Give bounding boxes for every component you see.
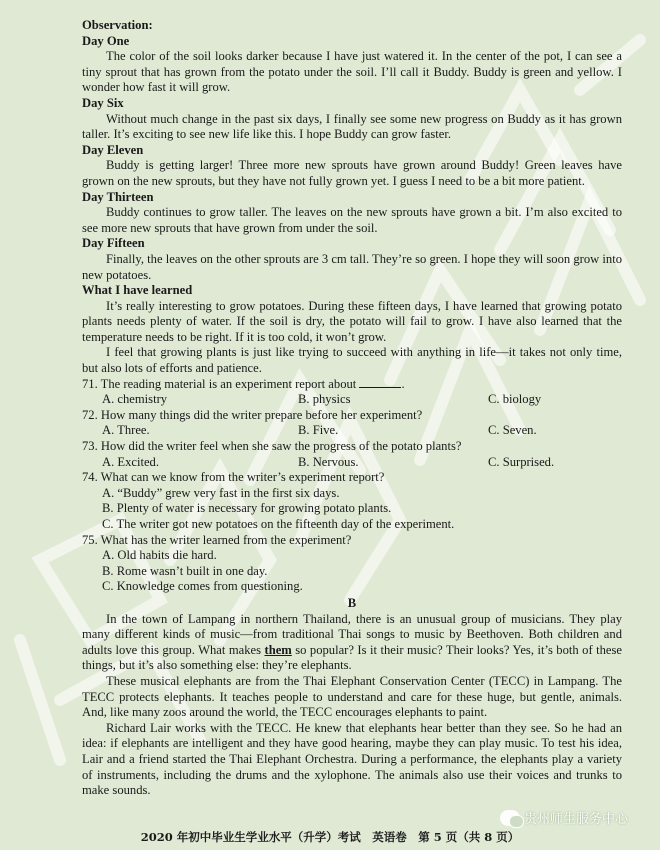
option-c: C. Knowledge comes from questioning. xyxy=(102,579,303,594)
question-73-options xyxy=(82,455,622,471)
observation-heading: Observation: xyxy=(82,18,153,32)
day-one-title: Day One xyxy=(82,33,130,48)
option-c: C. The writer got new potatoes on the fifteenth day of the experiment. xyxy=(102,517,455,531)
option-a: A. “Buddy” grew very fast in the first six days. xyxy=(102,485,340,500)
document-body xyxy=(82,18,622,799)
day-one-text: The color of the soil looks darker because I have just watered it. In the center of the pot, I can see a tiny sprout that has grown from the potato under the soil. I’ll call it Buddy. Buddy is green and yellow. I wonder how fast it will grow. xyxy=(82,49,622,95)
question-71-stem: 71. The reading material is an experiment report about xyxy=(82,376,357,391)
option-a: A. chemistry xyxy=(102,392,168,407)
learned-paragraph-2: I feel that growing plants is just like trying to succeed with anything in life—it takes not only time, but also lots of efforts and patience. xyxy=(82,345,622,376)
day-thirteen-title: Day Thirteen xyxy=(82,189,154,204)
question-73-stem: 73. How did the writer feel when she saw the progress of the potato plants? xyxy=(82,439,462,454)
option-c: C. Surprised. xyxy=(488,454,555,469)
underlined-word: them xyxy=(264,642,292,657)
question-75-stem: 75. What has the writer learned from the experiment? xyxy=(82,532,352,547)
wechat-icon xyxy=(500,810,520,826)
question-71-options xyxy=(82,392,622,408)
section-b-paragraph-3: Richard Lair works with the TECC. He knew that elephants hear better than they see. So he had an idea: if elephants are intelligent and they have good hearing, maybe they can play music. To test his idea, Lair and a friend started the Thai Elephant Orchestra. During a performance, the elephants play a variety of instruments, including the drums and the xylophone. The animals also use their voices and trunks to make sounds. xyxy=(82,720,622,798)
page-footer: 2020 年初中毕业生学业水平（升学）考试 英语卷 第 5 页（共 8 页） xyxy=(140,830,520,844)
learned-paragraph-1: It’s really interesting to grow potatoes. During these fifteen days, I have learned that growing potato plants needs plenty of water. If the soil is dry, the potato will fail to grow. I have also learned that the temperature needs to be right. If it is too cold, it won’t grow. xyxy=(82,298,622,344)
question-71 xyxy=(82,377,622,393)
day-eleven-text: Buddy is getting larger! Three more new sprouts have grown around Buddy! Green leaves have grown on the new sprouts, but they have not fully grown yet. I guess I need to be a bit more patient. xyxy=(82,158,622,188)
section-b-label: B xyxy=(347,595,357,610)
day-thirteen-text: Buddy continues to grow taller. The leaves on the new sprouts have grown a bit. I’m also excited to see more new sprouts that have grown from under the soil. xyxy=(82,205,622,235)
section-b-paragraph-2: These musical elephants are from the Thai Elephant Conservation Center (TECC) in Lampang. The TECC protects elephants. It teaches people to understand and care for these huge, but gentle, animals. And, like many zoos around the world, the TECC encourages elephants to paint. xyxy=(82,673,622,720)
question-72-stem: 72. How many things did the writer prepare before her experiment? xyxy=(82,407,423,422)
option-b: B. physics xyxy=(298,392,351,407)
option-c: C. Seven. xyxy=(488,423,537,438)
paragraph-text: In the town of Lampang in northern Thailand, there is an unusual group of musicians. They play many different kinds of music—from traditional Thai songs to music by Beethoven. Both children and adults love this group. What makes xyxy=(82,611,622,657)
day-six-text: Without much change in the past six days, I finally see some new progress on Buddy as it has grown taller. It’s exciting to see new life like this. I hope Buddy can grow faster. xyxy=(82,111,622,142)
option-b: B. Plenty of water is necessary for growing potato plants. xyxy=(102,501,392,516)
question-72-options xyxy=(82,423,622,439)
section-b-paragraph-1 xyxy=(82,612,622,674)
watermark-account xyxy=(500,808,628,827)
option-a: A. Three. xyxy=(102,423,150,438)
day-eleven-title: Day Eleven xyxy=(82,142,144,157)
learned-heading: What I have learned xyxy=(82,283,193,298)
question-74-stem: 74. What can we know from the writer’s experiment report? xyxy=(82,470,385,485)
day-six-title: Day Six xyxy=(82,95,124,110)
answer-blank xyxy=(359,377,401,388)
watermark-account-name: 贵州师生服务中心 xyxy=(524,812,629,827)
day-fifteen-title: Day Fifteen xyxy=(82,236,145,251)
option-b: B. Rome wasn’t built in one day. xyxy=(102,563,268,578)
question-71-end: . xyxy=(401,376,405,391)
option-c: C. biology xyxy=(488,392,542,407)
option-a: A. Old habits die hard. xyxy=(102,548,217,563)
day-fifteen-text: Finally, the leaves on the other sprouts are 3 cm tall. They’re so green. I hope they will soon grow into new potatoes. xyxy=(82,251,622,282)
paragraph-text: so popular? Is it their music? Their looks? Yes, it’s both of these things, but it’s also something else: they’re elephants. xyxy=(82,642,622,673)
option-a: A. Excited. xyxy=(102,454,160,469)
option-b: B. Five. xyxy=(298,423,339,438)
option-b: B. Nervous. xyxy=(298,454,359,469)
